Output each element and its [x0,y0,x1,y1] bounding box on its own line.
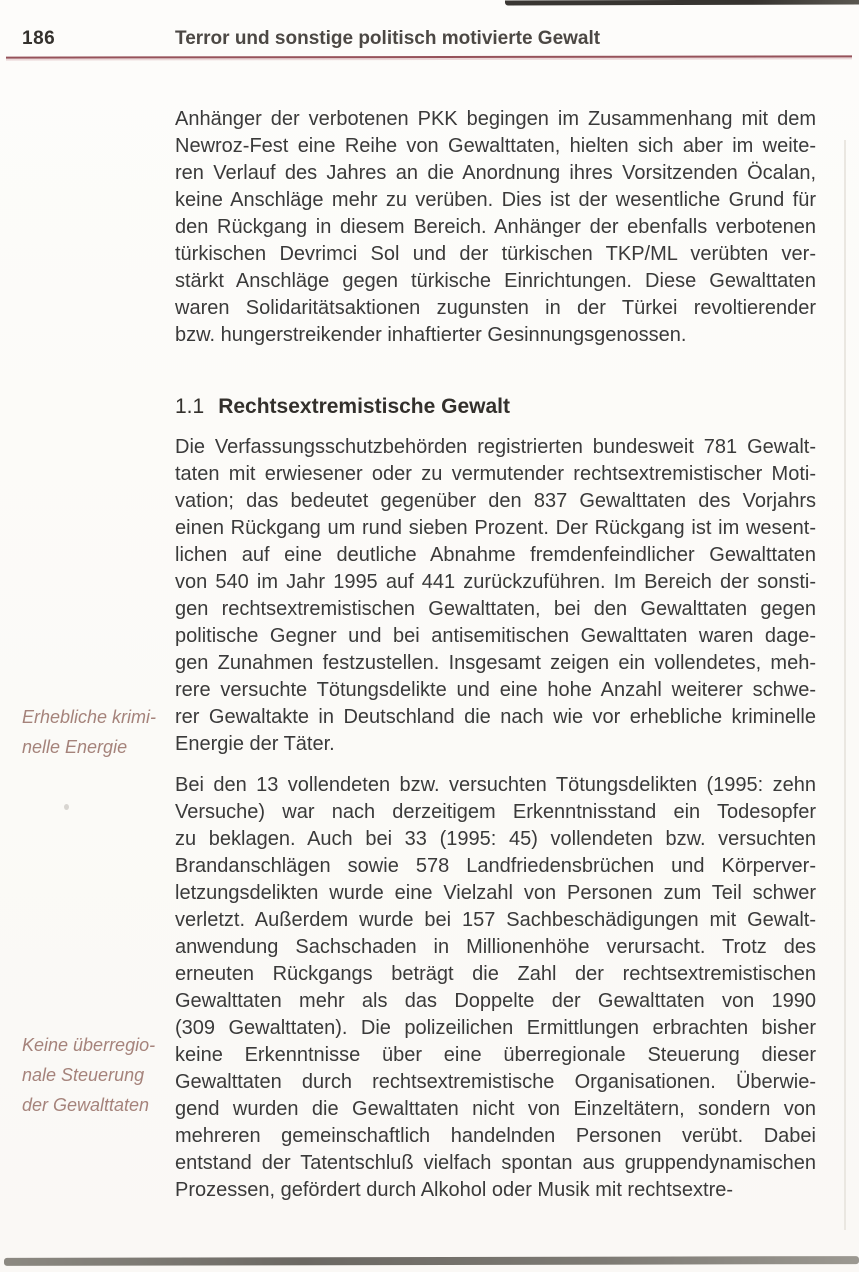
running-header [0,28,859,54]
paragraph-statistics [175,434,816,758]
text-line: verletzt. Außerdem wurde bei 157 Sachbeschädigungen mit Gewalt- [175,909,816,931]
text-line: türkischen Devrimci Sol und der türkischen TKP/ML verübten ver- [175,243,816,265]
text-line: Gewalttaten mehr als das Doppelte der Gewalttaten von 1990 [175,990,816,1012]
text-line: Keine überregio- [22,1035,156,1055]
text-line: rer Gewaltakte in Deutschland die nach wie vor erhebliche kriminelle [175,706,816,728]
text-line: (309 Gewalttaten). Die polizeilichen Ermittlungen erbrachten bisher [175,1017,816,1039]
top-edge-scan-bar [505,0,859,5]
paragraph-pkk [175,106,816,349]
text-line: Die Verfassungsschutzbehörden registrierten bundesweit 781 Gewalt- [175,436,816,458]
text-line: Brandanschlägen sowie 578 Landfriedensbrüchen und Körperver- [175,855,816,877]
text-line: mehreren gemeinschaftlich handelnden Personen verübt. Dabei [175,1125,816,1147]
text-line: politische Gegner und bei antisemitischen Gewalttaten waren dage- [175,625,816,647]
text-line: Erhebliche krimi- [22,707,157,727]
paragraph-delikte [175,772,816,1204]
text-line: nelle Energie [22,737,128,757]
header-title: Terror und sonstige politisch motivierte Gewalt [175,28,601,49]
scan-speck [64,804,69,810]
text-line: stärkt Anschläge gegen türkische Einrichtungen. Diese Gewalttaten [175,270,816,292]
text-line: ren Verlauf des Jahres an die Anordnung ihres Vorsitzenden Öcalan, [175,162,816,184]
text-line: letzungsdelikten wurde eine Vielzahl von Personen zum Teil schwer [175,882,816,904]
page-number: 186 [22,28,56,49]
text-line: nale Steuerung [22,1065,145,1085]
text-line: taten mit erwiesener oder zu vermutender rechtsextremistischer Moti- [175,463,816,485]
text-line: keine Anschläge mehr zu verüben. Dies ist der wesentliche Grund für [175,189,816,211]
bottom-edge-scan-bar [4,1256,859,1266]
text-line: Anhänger der verbotenen PKK begingen im Zusammenhang mit dem [175,108,816,130]
text-line: rere versuchte Tötungsdelikte und eine hohe Anzahl weiterer schwe- [175,679,816,701]
text-line: Versuche) war nach derzeitigem Erkenntnisstand ein Todesopfer [175,801,816,823]
text-line: erneuten Rückgangs beträgt die Zahl der rechtsextremistischen [175,963,816,985]
page-edge-shadow [844,140,846,1230]
header-rule [6,55,852,58]
text-line: Bei den 13 vollendeten bzw. versuchten Tötungsdelikten (1995: zehn [175,774,816,796]
text-line: zu beklagen. Auch bei 33 (1995: 45) vollendeten bzw. versuchten [175,828,816,850]
text-line: Energie der Täter. [175,733,335,755]
margin-note-kriminelle-energie [22,702,172,762]
section-number: 1.1 [175,395,205,418]
text-line: gend wurden die Gewalttaten nicht von Einzeltätern, sondern von [175,1098,816,1120]
text-line: keine Erkenntnisse über eine überregionale Steuerung dieser [175,1044,816,1066]
section-heading [175,395,510,419]
text-line: anwendung Sachschaden in Millionenhöhe verursacht. Trotz des [175,936,816,958]
text-line: bzw. hungerstreikender inhaftierter Gesinnungsgenossen. [175,324,687,346]
section-title: Rechtsextremistische Gewalt [218,395,510,418]
text-line: waren Solidaritätsaktionen zugunsten in der Türkei revoltierender [175,297,816,319]
text-line: Gewalttaten durch rechtsextremistische Organisationen. Überwie- [175,1071,816,1093]
margin-note-keine-steuerung [22,1030,172,1120]
text-line: Newroz-Fest eine Reihe von Gewalttaten, hielten sich aber im weite- [175,135,816,157]
text-line: entstand der Tatentschluß vielfach spontan aus gruppendynamischen [175,1152,816,1174]
text-line: von 540 im Jahr 1995 auf 441 zurückzuführen. Im Bereich der sonsti- [175,571,816,593]
text-line: einen Rückgang um rund sieben Prozent. Der Rückgang ist im wesent- [175,517,816,539]
text-line: gen rechtsextremistischen Gewalttaten, bei den Gewalttaten gegen [175,598,816,620]
text-line: lichen auf eine deutliche Abnahme fremdenfeindlicher Gewalttaten [175,544,816,566]
text-line: der Gewalttaten [22,1095,150,1115]
text-line: vation; das bedeutet gegenüber den 837 Gewalttaten des Vorjahrs [175,490,816,512]
text-line: den Rückgang in diesem Bereich. Anhänger der ebenfalls verbotenen [175,216,816,238]
text-line: Prozessen, gefördert durch Alkohol oder Musik mit rechtsextre- [175,1179,734,1201]
text-line: gen Zunahmen festzustellen. Insgesamt zeigen ein vollendetes, meh- [175,652,816,674]
